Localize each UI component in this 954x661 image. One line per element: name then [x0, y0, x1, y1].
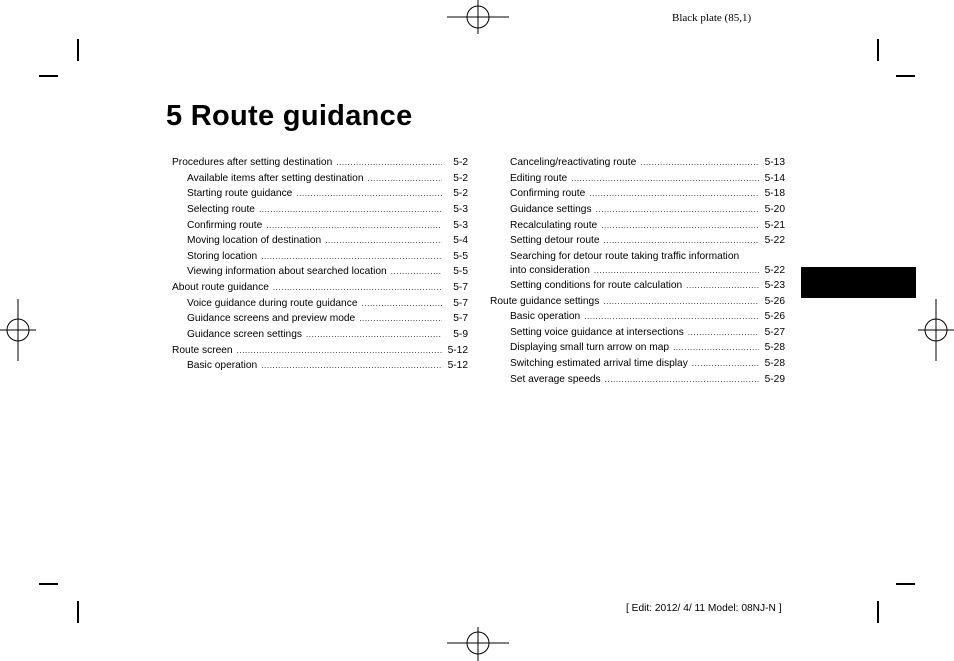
leader-dots [336, 157, 442, 169]
toc-entry-page: 5-5 [453, 251, 468, 262]
leader-dots [584, 311, 759, 323]
toc-entry-label: Setting voice guidance at intersections [510, 327, 684, 338]
toc-entry[interactable] [510, 311, 785, 323]
toc-entry-page: 5-20 [764, 204, 785, 215]
toc-entry[interactable] [510, 235, 785, 247]
leader-dots [603, 296, 759, 308]
crop-mark [77, 39, 79, 61]
toc-entry-label: Confirming route [187, 220, 263, 231]
toc-entry[interactable] [187, 188, 468, 200]
crop-mark [39, 75, 58, 77]
toc-entry[interactable] [510, 204, 785, 216]
toc-entry-label: Basic operation [187, 360, 258, 371]
toc-entry-page: 5-2 [453, 157, 468, 168]
toc-entry-label: Guidance screens and preview mode [187, 313, 356, 324]
leader-dots [261, 360, 442, 372]
leader-dots [605, 374, 759, 386]
leader-dots [692, 358, 759, 370]
toc-entry-label: About route guidance [172, 282, 269, 293]
edit-footer: [ Edit: 2012/ 4/ 11 Model: 08NJ-N ] [626, 603, 782, 614]
toc-entry[interactable] [510, 280, 785, 292]
toc-entry-page: 5-27 [764, 327, 785, 338]
leader-dots [306, 329, 442, 341]
toc-entry-page: 5-5 [453, 266, 468, 277]
crop-mark [877, 39, 879, 61]
toc-entry-page: 5-2 [453, 188, 468, 199]
toc-entry-label: Canceling/reactivating route [510, 157, 637, 168]
toc-entry-label: Procedures after setting destination [172, 157, 333, 168]
leader-dots [688, 327, 759, 339]
toc-entry-page: 5-3 [453, 204, 468, 215]
toc-entry[interactable] [187, 173, 468, 185]
plate-label: Black plate (85,1) [672, 12, 752, 24]
toc-entry-page: 5-18 [764, 188, 785, 199]
leader-dots [673, 342, 759, 354]
toc-entry-page: 5-13 [764, 157, 785, 168]
toc-entry-page: 5-12 [447, 360, 468, 371]
toc-entry-label: Basic operation [510, 311, 581, 322]
crop-mark [77, 601, 79, 623]
toc-entry-page: 5-14 [764, 173, 785, 184]
toc-entry-label: Setting detour route [510, 235, 600, 246]
toc-entry-page: 5-9 [453, 329, 468, 340]
toc-entry-label: into consideration [510, 265, 590, 276]
toc-entry[interactable] [187, 313, 468, 325]
toc-entry[interactable] [187, 298, 468, 310]
leader-dots [237, 345, 442, 357]
toc-entry-label: Route screen [172, 345, 233, 356]
registration-mark-left [0, 299, 36, 361]
toc-entry[interactable] [510, 374, 785, 386]
toc-entry[interactable] [510, 188, 785, 200]
toc-entry-page: 5-28 [764, 358, 785, 369]
toc-entry[interactable] [187, 251, 468, 263]
toc-entry-label: Switching estimated arrival time display [510, 358, 688, 369]
toc-entry-label: Guidance settings [510, 204, 592, 215]
toc-entry-label: Confirming route [510, 188, 586, 199]
toc-entry-page: 5-22 [764, 235, 785, 246]
leader-dots [368, 173, 443, 185]
toc-entry-label: Editing route [510, 173, 568, 184]
leader-dots [601, 220, 759, 232]
toc-entry[interactable] [510, 342, 785, 354]
toc-entry-page: 5-29 [764, 374, 785, 385]
leader-dots [362, 298, 443, 310]
toc-entry-page: 5-7 [453, 298, 468, 309]
toc-entry-page: 5-3 [453, 220, 468, 231]
toc-entry-label: Storing location [187, 251, 258, 262]
toc-entry-label: Displaying small turn arrow on map [510, 342, 670, 353]
leader-dots [266, 220, 442, 232]
leader-dots [261, 251, 442, 263]
crop-mark [896, 75, 915, 77]
leader-dots [359, 313, 442, 325]
toc-entry-page: 5-7 [453, 313, 468, 324]
crop-mark [39, 583, 58, 585]
leader-dots [603, 235, 759, 247]
toc-entry[interactable] [172, 157, 468, 169]
toc-entry[interactable] [187, 220, 468, 232]
toc-entry[interactable] [510, 157, 785, 169]
toc-entry-label: Set average speeds [510, 374, 601, 385]
toc-entry-label: Viewing information about searched location [187, 266, 387, 277]
toc-entry[interactable] [172, 345, 468, 357]
toc-entry-label: Selecting route [187, 204, 255, 215]
crop-mark [877, 601, 879, 623]
leader-dots [296, 188, 442, 200]
registration-mark-bottom [447, 625, 509, 661]
toc-entry-page: 5-26 [764, 311, 785, 322]
leader-dots [325, 235, 442, 247]
toc-entry[interactable] [187, 329, 468, 341]
toc-entry-label: Guidance screen settings [187, 329, 302, 340]
chapter-thumb-tab [801, 267, 916, 298]
toc-entry-page: 5-2 [453, 173, 468, 184]
toc-entry-label: Starting route guidance [187, 188, 293, 199]
toc-entry-page: 5-23 [764, 280, 785, 291]
toc-entry[interactable] [510, 220, 785, 232]
toc-entry-page: 5-21 [764, 220, 785, 231]
toc-entry-label-line1: Searching for detour route taking traffic information [510, 251, 740, 262]
toc-entry[interactable] [510, 327, 785, 339]
toc-entry[interactable] [510, 265, 785, 277]
toc-entry[interactable] [187, 360, 468, 372]
toc-entry[interactable] [187, 266, 468, 278]
leader-dots [589, 188, 759, 200]
leader-dots [571, 173, 759, 185]
toc-entry-page: 5-7 [453, 282, 468, 293]
toc-entry-page: 5-12 [447, 345, 468, 356]
leader-dots [273, 282, 442, 294]
toc-entry-label: Setting conditions for route calculation [510, 280, 683, 291]
crop-mark [896, 583, 915, 585]
toc-entry-label: Recalculating route [510, 220, 598, 231]
registration-mark-right [918, 299, 954, 361]
leader-dots [640, 157, 759, 169]
toc-entry-label: Available items after setting destination [187, 173, 364, 184]
toc-entry-page: 5-4 [453, 235, 468, 246]
toc-entry[interactable] [172, 282, 468, 294]
toc-entry-label: Moving location of destination [187, 235, 322, 246]
chapter-title: 5 Route guidance [166, 100, 413, 132]
toc-entry-page: 5-28 [764, 342, 785, 353]
leader-dots [391, 266, 442, 278]
toc-entry-label: Voice guidance during route guidance [187, 298, 358, 309]
toc-entry-page: 5-26 [764, 296, 785, 307]
leader-dots [686, 280, 759, 292]
toc-entry[interactable] [187, 204, 468, 216]
toc-entry[interactable] [187, 235, 468, 247]
toc-entry[interactable] [510, 358, 785, 370]
leader-dots [594, 265, 759, 277]
leader-dots [596, 204, 759, 216]
leader-dots [259, 204, 442, 216]
toc-entry-page: 5-22 [764, 265, 785, 276]
registration-mark-top [447, 0, 509, 36]
toc-entry[interactable] [490, 296, 785, 308]
toc-entry-label: Route guidance settings [490, 296, 600, 307]
toc-entry[interactable] [510, 173, 785, 185]
